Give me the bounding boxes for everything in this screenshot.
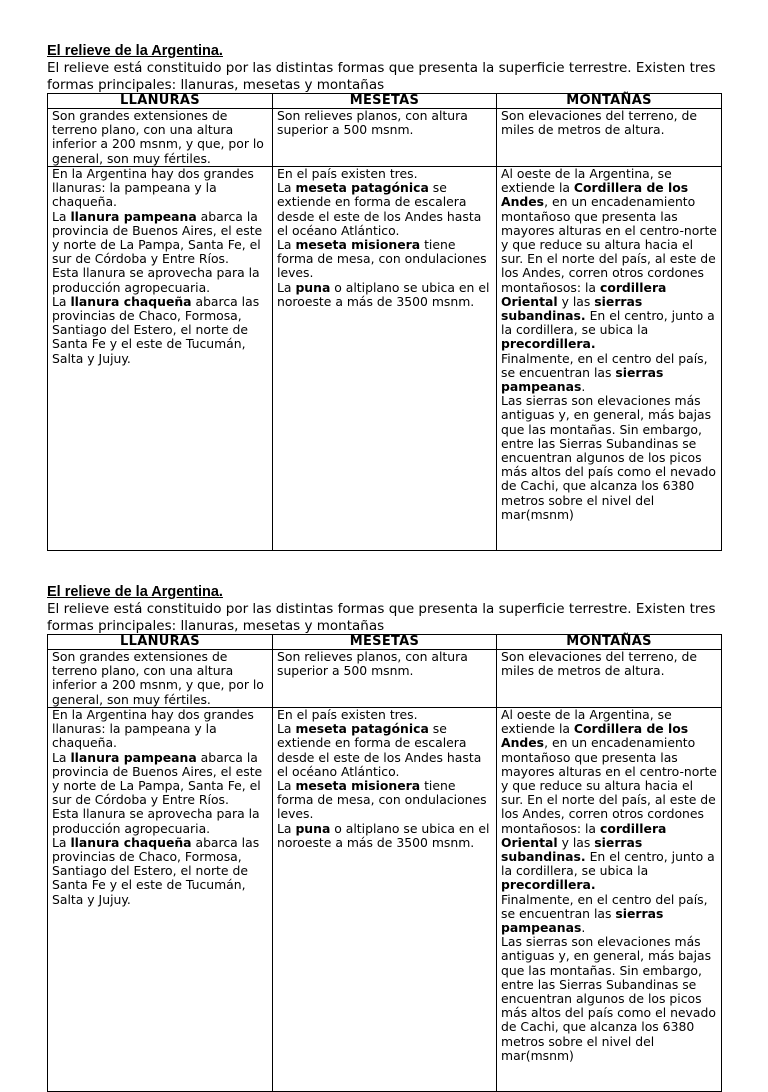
paragraph: En la Argentina hay dos grandes llanuras: la pampeana y la chaqueña. xyxy=(52,707,254,751)
definition-row xyxy=(48,650,722,708)
header-mesetas: MESETAS xyxy=(273,94,497,109)
detail-row xyxy=(48,708,722,1092)
paragraph: En la Argentina hay dos grandes llanuras: la pampeana y la chaqueña. xyxy=(52,166,254,210)
paragraph: En el país existen tres. xyxy=(277,707,418,722)
detail-llanuras xyxy=(48,167,273,551)
paragraph: Finalmente, en el centro del país, se encuentran las sierras pampeanas. xyxy=(501,891,708,936)
paragraph: La puna o altiplano se ubica en el noroeste a más de 3500 msnm. xyxy=(277,820,490,850)
paragraph: La llanura pampeana abarca la provincia de Buenos Aires, el este y norte de La Pampa, Santa Fe, el sur de Córdoba y Entre Ríos. xyxy=(52,208,263,267)
header-row xyxy=(48,635,722,650)
paragraph: Finalmente, en el centro del país, se encuentran las sierras pampeanas. xyxy=(501,350,708,395)
header-row xyxy=(48,94,722,109)
header-montanas: MONTAÑAS xyxy=(497,94,722,109)
header-montanas: MONTAÑAS xyxy=(497,635,722,650)
paragraph: Al oeste de la Argentina, se extiende la Cordillera de los Andes, en un encadenamiento montañoso que presenta las mayores alturas en el centro-norte y que reduce su altura hacia el sur. En el norte del país, al este de los Andes, corren otros cordones montañosos: la cordillera Oriental y las sierras subandinas. En el centro, junto a la cordillera, se ubica la precordillera. xyxy=(501,166,717,352)
paragraph: La meseta patagónica se extiende en forma de escalera desde el este de los Andes hasta el océano Atlántico. xyxy=(277,180,482,238)
paragraph: La llanura chaqueña abarca las provincias de Chaco, Formosa, Santiago del Estero, el norte de Santa Fe y el este de Tucumán, Salta y Jujuy. xyxy=(52,834,260,907)
paragraph: La meseta misionera tiene forma de mesa, con ondulaciones leves. xyxy=(277,237,487,281)
definition-mesetas: Son relieves planos, con altura superior a 500 msnm. xyxy=(273,650,497,708)
detail-row xyxy=(48,167,722,551)
detail-montanas xyxy=(497,167,722,551)
paragraph: Las sierras son elevaciones más antiguas y, en general, más bajas que las montañas. Sin embargo, entre las Sierras Subandinas se encuentran algunos de los picos más altos del país como el nevado de Cachi, que alcanza los 6380 metros sobre el nivel del mar(msnm) xyxy=(501,934,716,1063)
definition-mesetas: Son relieves planos, con altura superior a 500 msnm. xyxy=(273,109,497,167)
paragraph: La meseta misionera tiene forma de mesa, con ondulaciones leves. xyxy=(277,778,487,822)
paragraph: En el país existen tres. xyxy=(277,166,418,181)
paragraph: Al oeste de la Argentina, se extiende la Cordillera de los Andes, en un encadenamiento montañoso que presenta las mayores alturas en el centro-norte y que reduce su altura hacia el sur. En el norte del país, al este de los Andes, corren otros cordones montañosos: la cordillera Oriental y las sierras subandinas. En el centro, junto a la cordillera, se ubica la precordillera. xyxy=(501,707,717,893)
paragraph: La llanura chaqueña abarca las provincias de Chaco, Formosa, Santiago del Estero, el norte de Santa Fe y el este de Tucumán, Salta y Jujuy. xyxy=(52,293,260,366)
header-llanuras: LLANURAS xyxy=(48,94,273,109)
definition-row xyxy=(48,109,722,167)
relief-table xyxy=(47,93,722,551)
header-mesetas: MESETAS xyxy=(273,635,497,650)
definition-llanuras: Son grandes extensiones de terreno plano, con una altura inferior a 200 msnm, y que, por lo general, son muy fértiles. xyxy=(48,650,273,708)
paragraph: Esta llanura se aprovecha para la producción agropecuaria. xyxy=(52,806,260,836)
header-llanuras: LLANURAS xyxy=(48,635,273,650)
detail-montanas xyxy=(497,708,722,1092)
paragraph: Las sierras son elevaciones más antiguas y, en general, más bajas que las montañas. Sin embargo, entre las Sierras Subandinas se encuentran algunos de los picos más altos del país como el nevado de Cachi, que alcanza los 6380 metros sobre el nivel del mar(msnm) xyxy=(501,393,716,522)
detail-mesetas xyxy=(273,167,497,551)
detail-llanuras xyxy=(48,708,273,1092)
section-1 xyxy=(47,43,721,551)
paragraph: La llanura pampeana abarca la provincia de Buenos Aires, el este y norte de La Pampa, Santa Fe, el sur de Córdoba y Entre Ríos. xyxy=(52,749,263,808)
section-2 xyxy=(47,584,721,1063)
paragraph: La meseta patagónica se extiende en forma de escalera desde el este de los Andes hasta el océano Atlántico. xyxy=(277,721,482,779)
page-title-repeat: El relieve de la Argentina. xyxy=(47,584,223,600)
intro-paragraph-repeat: El relieve está constituido por las distintas formas que presenta la superficie terrestre. Existen tres formas principales: llanuras, mesetas y montañas xyxy=(47,601,716,634)
intro-paragraph: El relieve está constituido por las distintas formas que presenta la superficie terrestre. Existen tres formas principales: llanuras, mesetas y montañas xyxy=(47,60,716,93)
definition-montanas: Son elevaciones del terreno, de miles de metros de altura. xyxy=(497,650,722,708)
paragraph: La puna o altiplano se ubica en el noroeste a más de 3500 msnm. xyxy=(277,279,490,309)
definition-llanuras: Son grandes extensiones de terreno plano, con una altura inferior a 200 msnm, y que, por lo general, son muy fértiles. xyxy=(48,109,273,167)
definition-montanas: Son elevaciones del terreno, de miles de metros de altura. xyxy=(497,109,722,167)
detail-mesetas xyxy=(273,708,497,1092)
paragraph: Esta llanura se aprovecha para la producción agropecuaria. xyxy=(52,265,260,295)
page-title: El relieve de la Argentina. xyxy=(47,43,223,59)
relief-table-repeat xyxy=(47,634,722,1092)
